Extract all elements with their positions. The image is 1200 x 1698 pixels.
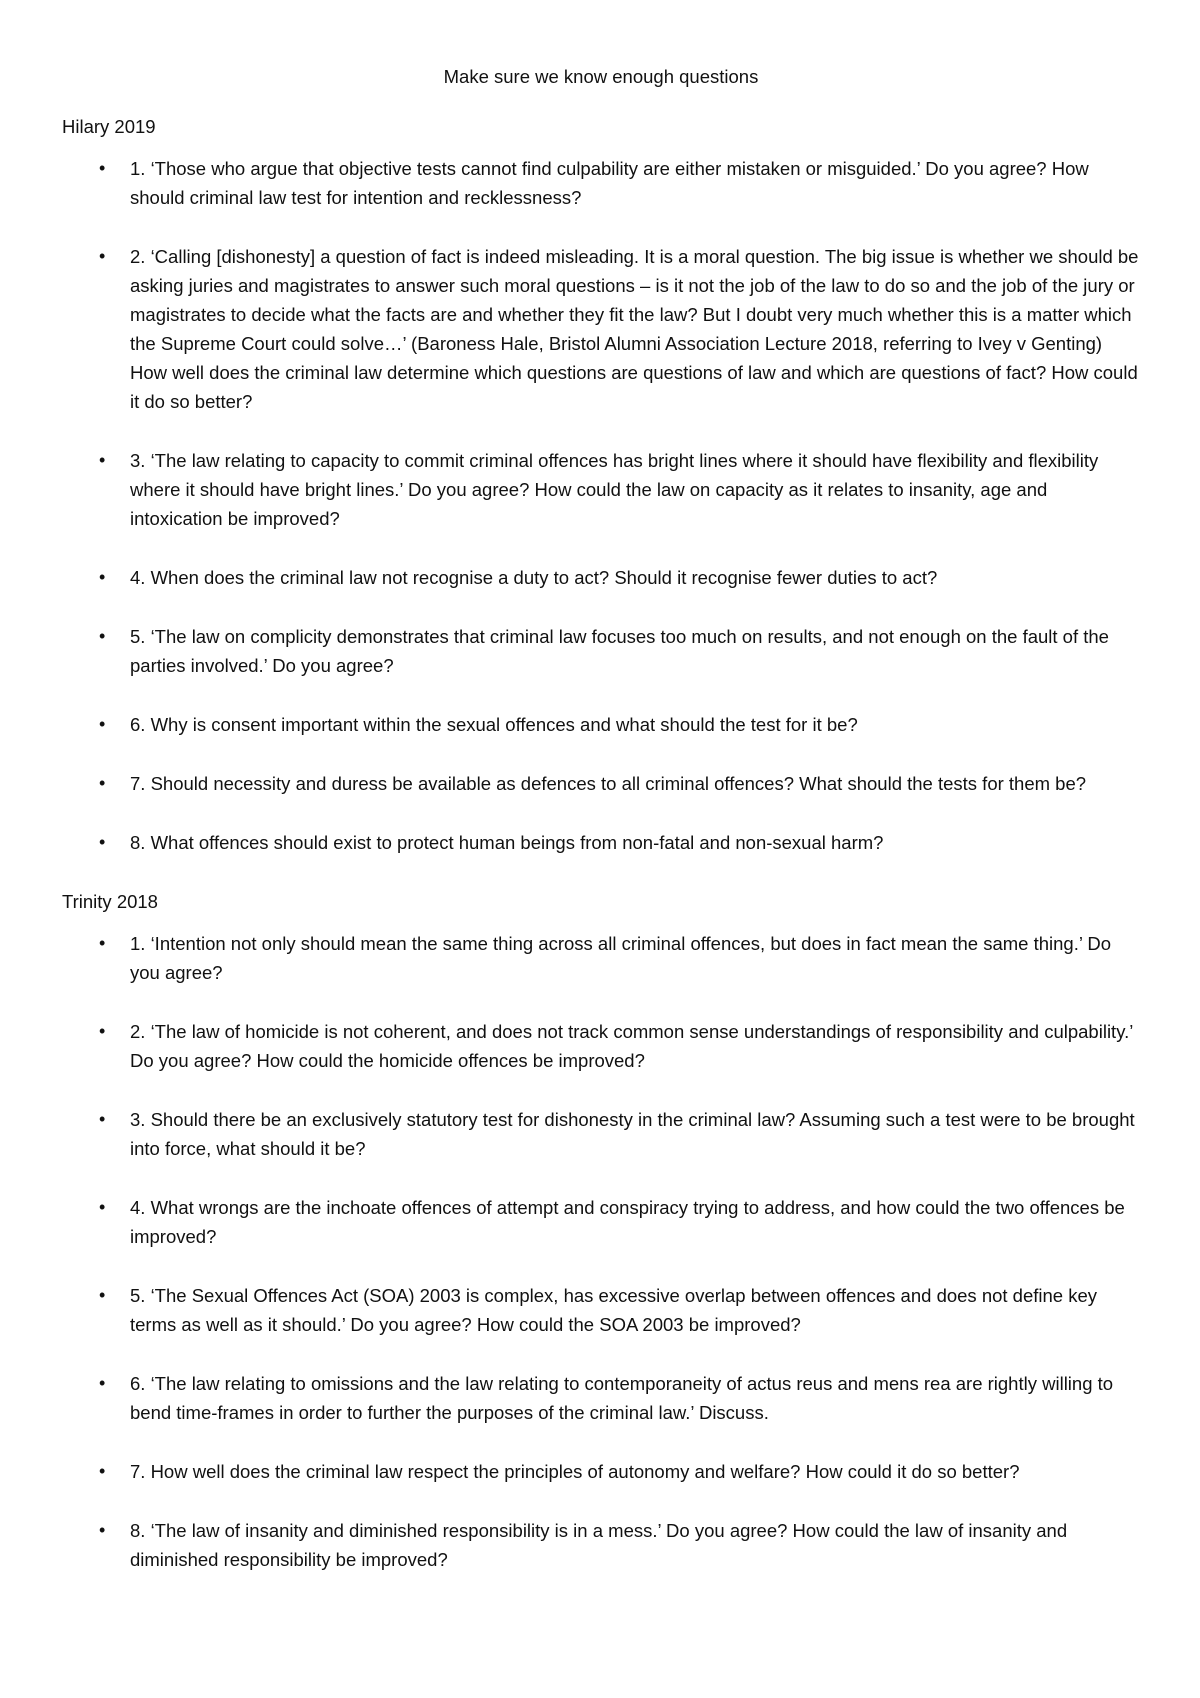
question-text: 3. ‘The law relating to capacity to commit criminal offences has bright lines where it should have flexibility and flexibility where it should have bright lines.’ Do you agree? How could the law on capacity as it relates to insanity, age and intoxication be improved? xyxy=(130,450,1099,529)
question-text: 5. ‘The Sexual Offences Act (SOA) 2003 is complex, has excessive overlap between offences and does not define key terms as well as it should.’ Do you agree? How could the SOA 2003 be improved? xyxy=(130,1285,1098,1335)
section-heading: Trinity 2018 xyxy=(62,891,158,912)
bullet-icon: • xyxy=(99,933,106,953)
bullet-icon: • xyxy=(99,1197,106,1217)
list-item xyxy=(62,1369,1140,1427)
document-title: Make sure we know enough questions xyxy=(443,66,759,87)
question-text: 2. ‘The law of homicide is not coherent, and does not track common sense understandings of responsibility and culpability.’ Do you agree? How could the homicide offences be improved? xyxy=(130,1021,1133,1071)
question-text: 8. What offences should exist to protect human beings from non-fatal and non-sexual harm? xyxy=(130,832,884,853)
list-item xyxy=(62,154,1140,212)
list-item xyxy=(62,1017,1140,1075)
bullet-icon: • xyxy=(99,832,106,852)
question-text: 4. What wrongs are the inchoate offences of attempt and conspiracy trying to address, and how could the two offences be improved? xyxy=(130,1197,1125,1247)
list-item xyxy=(62,828,1140,857)
bullet-icon: • xyxy=(99,1520,106,1540)
question-text: 2. ‘Calling [dishonesty] a question of fact is indeed misleading. It is a moral question. The big issue is whether we should be asking juries and magistrates to answer such moral questions – is it not the job of the law to do so and the job of the jury or magistrates to decide what the facts are and whether they fit the law? But I doubt very much whether this is a matter which the Supreme Court could solve…’ (Baroness Hale, Bristol Alumni Association Lecture 2018, referring to Ivey v Genting) How well does the criminal law determine which questions are questions of law and which are questions of fact? How could it do so better? xyxy=(130,246,1139,412)
list-item xyxy=(62,446,1140,533)
bullet-icon: • xyxy=(99,1285,106,1305)
bullet-icon: • xyxy=(99,246,106,266)
question-text: 5. ‘The law on complicity demonstrates that criminal law focuses too much on results, and not enough on the fault of the parties involved.’ Do you agree? xyxy=(130,626,1109,676)
bullet-icon: • xyxy=(99,773,106,793)
section-hilary-2019 xyxy=(62,114,1140,857)
section-trinity-2018 xyxy=(62,889,1140,1574)
question-text: 4. When does the criminal law not recognise a duty to act? Should it recognise fewer duties to act? xyxy=(130,567,938,588)
list-item xyxy=(62,710,1140,739)
list-item xyxy=(62,769,1140,798)
list-item xyxy=(62,929,1140,987)
list-item xyxy=(62,1516,1140,1574)
list-item xyxy=(62,1193,1140,1251)
question-text: 3. Should there be an exclusively statutory test for dishonesty in the criminal law? Assuming such a test were to be brought into force, what should it be? xyxy=(130,1109,1135,1159)
list-item xyxy=(62,1457,1140,1486)
question-text: 6. ‘The law relating to omissions and the law relating to contemporaneity of actus reus and mens rea are rightly willing to bend time-frames in order to further the purposes of the criminal law.’ Discuss. xyxy=(130,1373,1114,1423)
question-text: 8. ‘The law of insanity and diminished responsibility is in a mess.’ Do you agree? How could the law of insanity and diminished responsibility be improved? xyxy=(130,1520,1068,1570)
bullet-icon: • xyxy=(99,714,106,734)
bullet-icon: • xyxy=(99,567,106,587)
list-item xyxy=(62,622,1140,680)
list-item xyxy=(62,563,1140,592)
question-text: 6. Why is consent important within the sexual offences and what should the test for it be? xyxy=(130,714,858,735)
bullet-icon: • xyxy=(99,1109,106,1129)
bullet-icon: • xyxy=(99,1373,106,1393)
question-text: 1. ‘Those who argue that objective tests cannot find culpability are either mistaken or misguided.’ Do you agree? How should criminal law test for intention and recklessness? xyxy=(130,158,1089,208)
bullet-icon: • xyxy=(99,1461,106,1481)
bullet-icon: • xyxy=(99,626,106,646)
list-item xyxy=(62,1105,1140,1163)
bullet-icon: • xyxy=(99,158,106,178)
bullet-icon: • xyxy=(99,450,106,470)
question-list xyxy=(62,154,1140,857)
list-item xyxy=(62,1281,1140,1339)
question-text: 7. Should necessity and duress be available as defences to all criminal offences? What should the tests for them be? xyxy=(130,773,1087,794)
list-item xyxy=(62,242,1140,416)
question-text: 1. ‘Intention not only should mean the same thing across all criminal offences, but does in fact mean the same thing.’ Do you agree? xyxy=(130,933,1112,983)
question-list xyxy=(62,929,1140,1574)
section-heading: Hilary 2019 xyxy=(62,116,156,137)
question-text: 7. How well does the criminal law respect the principles of autonomy and welfare? How could it do so better? xyxy=(130,1461,1020,1482)
bullet-icon: • xyxy=(99,1021,106,1041)
